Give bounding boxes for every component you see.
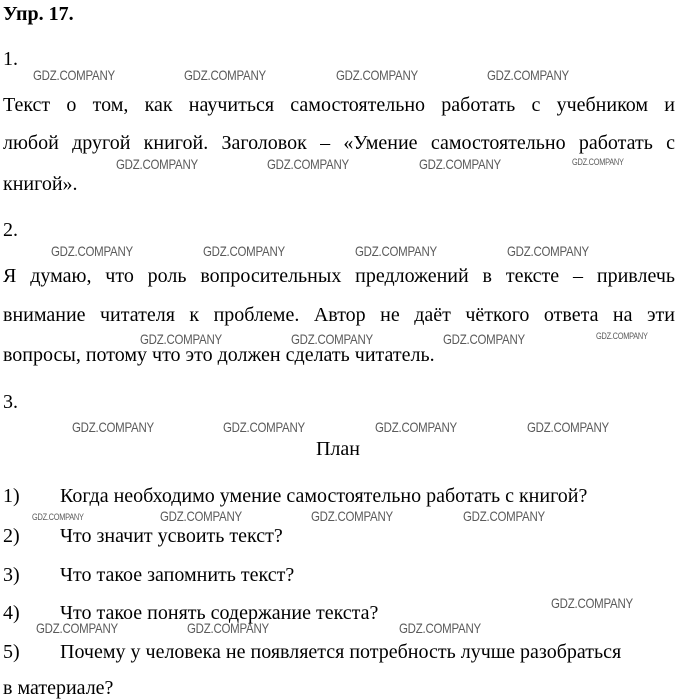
plan-item-number: 1): [3, 485, 20, 507]
plan-item-text: Что такое запомнить текст?: [60, 564, 295, 586]
watermark: GDZ.COMPANY: [203, 243, 285, 259]
plan-item-number: 4): [3, 602, 20, 624]
watermark: GDZ.COMPANY: [51, 243, 133, 259]
watermark: GDZ.COMPANY: [487, 67, 569, 83]
watermark: GDZ.COMPANY: [184, 67, 266, 83]
plan-item-number: 3): [3, 564, 20, 586]
section-1-line-2: любой другой книгой. Заголовок – «Умение самостоятельно работать с: [3, 132, 675, 154]
watermark: GDZ.COMPANY: [399, 620, 481, 636]
watermark: GDZ.COMPANY: [160, 508, 242, 524]
section-1-line-1: Текст о том, как научиться самостоятельно работать с учебником и: [3, 94, 675, 116]
plan-item-text: Почему у человека не появляется потребность лучше разобраться: [60, 641, 622, 663]
watermark: GDZ.COMPANY: [32, 512, 84, 522]
section-1-number: 1.: [3, 48, 18, 70]
watermark: GDZ.COMPANY: [33, 67, 115, 83]
exercise-heading: Упр. 17.: [3, 3, 74, 25]
watermark: GDZ.COMPANY: [187, 620, 269, 636]
section-2-number: 2.: [3, 219, 18, 241]
plan-item-2: [3, 524, 283, 548]
watermark: GDZ.COMPANY: [140, 331, 222, 347]
plan-item-text: Что такое понять содержание текста?: [60, 602, 379, 624]
watermark: GDZ.COMPANY: [116, 156, 198, 172]
watermark: GDZ.COMPANY: [311, 508, 393, 524]
plan-item-3: [3, 563, 294, 587]
section-1-line-3: книгой».: [3, 173, 78, 195]
plan-item-1: [3, 484, 587, 508]
watermark: GDZ.COMPANY: [291, 331, 373, 347]
watermark: GDZ.COMPANY: [419, 156, 501, 172]
plan-item-text: Когда необходимо умение самостоятельно работать с книгой?: [60, 485, 588, 507]
plan-title: План: [315, 438, 360, 460]
watermark: GDZ.COMPANY: [375, 419, 457, 435]
watermark: GDZ.COMPANY: [527, 419, 609, 435]
plan-item-number: 2): [3, 525, 20, 547]
watermark: GDZ.COMPANY: [267, 156, 349, 172]
watermark: GDZ.COMPANY: [463, 508, 545, 524]
watermark: GDZ.COMPANY: [596, 331, 648, 341]
watermark: GDZ.COMPANY: [355, 243, 437, 259]
plan-item-number: 5): [3, 641, 20, 663]
watermark: GDZ.COMPANY: [72, 419, 154, 435]
watermark: GDZ.COMPANY: [223, 419, 305, 435]
plan-item-5-continuation: в материале?: [3, 677, 114, 699]
section-2-line-3: вопросы, потому что это должен сделать читатель.: [3, 344, 435, 366]
watermark: GDZ.COMPANY: [507, 243, 589, 259]
section-3-number: 3.: [3, 391, 18, 413]
section-2-line-1: Я думаю, что роль вопросительных предложений в тексте – привлечь: [3, 265, 675, 287]
section-2-line-2: внимание читателя к проблеме. Автор не даёт чёткого ответа на эти: [3, 304, 675, 326]
watermark: GDZ.COMPANY: [572, 157, 624, 167]
watermark: GDZ.COMPANY: [336, 67, 418, 83]
plan-item-5: [3, 640, 621, 664]
watermark: GDZ.COMPANY: [443, 331, 525, 347]
watermark: GDZ.COMPANY: [36, 620, 118, 636]
plan-item-text: Что значит усвоить текст?: [60, 525, 283, 547]
watermark: GDZ.COMPANY: [551, 595, 633, 611]
